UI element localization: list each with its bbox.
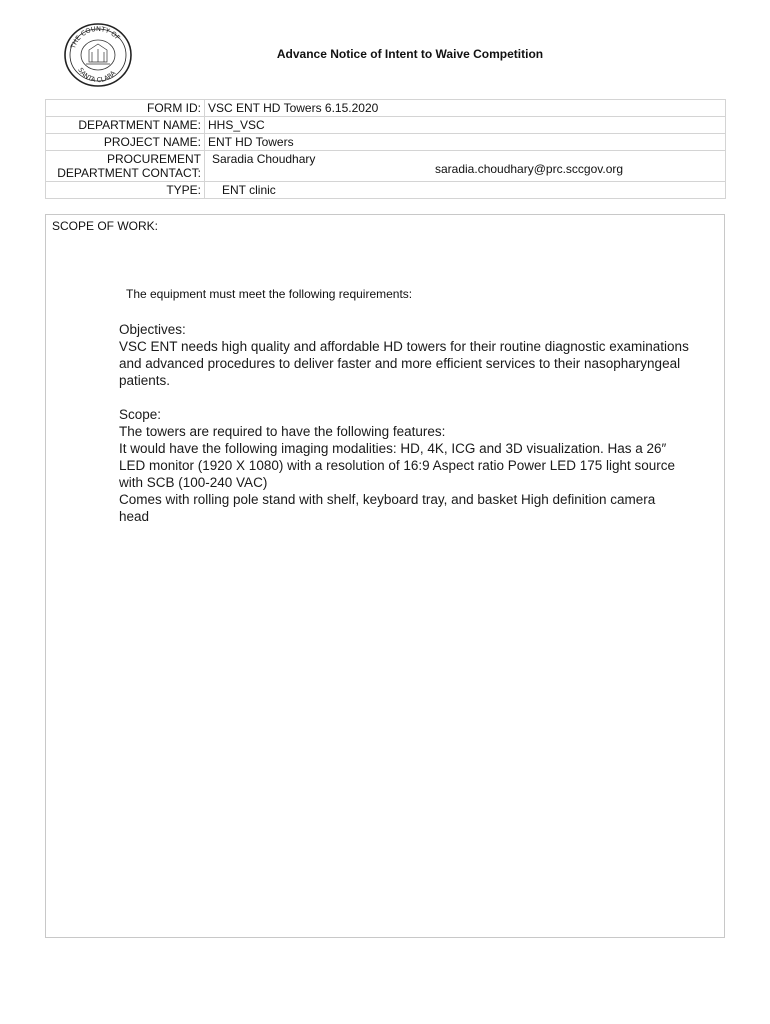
- form-id-label: FORM ID:: [46, 100, 205, 117]
- form-info-table: [45, 99, 726, 199]
- type-text: ENT clinic: [222, 183, 276, 197]
- contact-value: [205, 151, 726, 182]
- contact-label: [46, 151, 205, 182]
- contact-email: saradia.choudhary@prc.sccgov.org: [435, 162, 624, 176]
- type-value: [205, 182, 726, 199]
- form-id-value: VSC ENT HD Towers 6.15.2020: [205, 100, 726, 117]
- form-id-row: [46, 100, 726, 117]
- project-value: ENT HD Towers: [205, 134, 726, 151]
- department-label: DEPARTMENT NAME:: [46, 117, 205, 134]
- project-label: PROJECT NAME:: [46, 134, 205, 151]
- scope-line-2: It would have the following imaging modalities: HD, 4K, ICG and 3D visualization. Has a 26″ LED monitor (1920 X 1080) with a resolution of 16:9 Aspect ratio Power LED 175 light source with SCB (100-240 VAC): [119, 441, 676, 490]
- scope-of-work-box: [45, 214, 725, 938]
- contact-name: Saradia Choudhary: [212, 152, 316, 166]
- scope-label: SCOPE OF WORK:: [52, 219, 159, 233]
- contact-label-line-2: DEPARTMENT CONTACT:: [57, 166, 201, 180]
- scope-heading: Scope:: [119, 407, 162, 422]
- contact-row: [46, 151, 726, 182]
- scope-line-1: The towers are required to have the following features:: [119, 424, 446, 439]
- scope-body: [119, 321, 689, 525]
- requirements-intro: The equipment must meet the following requirements:: [126, 287, 413, 301]
- document-title: Advance Notice of Intent to Waive Competition: [276, 47, 544, 61]
- objectives-heading: Objectives:: [119, 322, 186, 337]
- department-value: HHS_VSC: [205, 117, 726, 134]
- svg-text:SANTA CLARA: SANTA CLARA: [76, 66, 118, 85]
- county-seal: [62, 22, 134, 88]
- objectives-text: VSC ENT needs high quality and affordable HD towers for their routine diagnostic examinations and advanced procedures to deliver faster and more efficient services to their nasopharyngeal patients.: [119, 339, 689, 388]
- project-row: [46, 134, 726, 151]
- svg-text:THE COUNTY OF: THE COUNTY OF: [68, 24, 122, 50]
- type-label: TYPE:: [46, 182, 205, 199]
- type-row: [46, 182, 726, 199]
- contact-label-line-1: PROCUREMENT: [106, 152, 201, 166]
- scope-line-3: Comes with rolling pole stand with shelf, keyboard tray, and basket High definition camera head: [119, 492, 656, 524]
- department-row: [46, 117, 726, 134]
